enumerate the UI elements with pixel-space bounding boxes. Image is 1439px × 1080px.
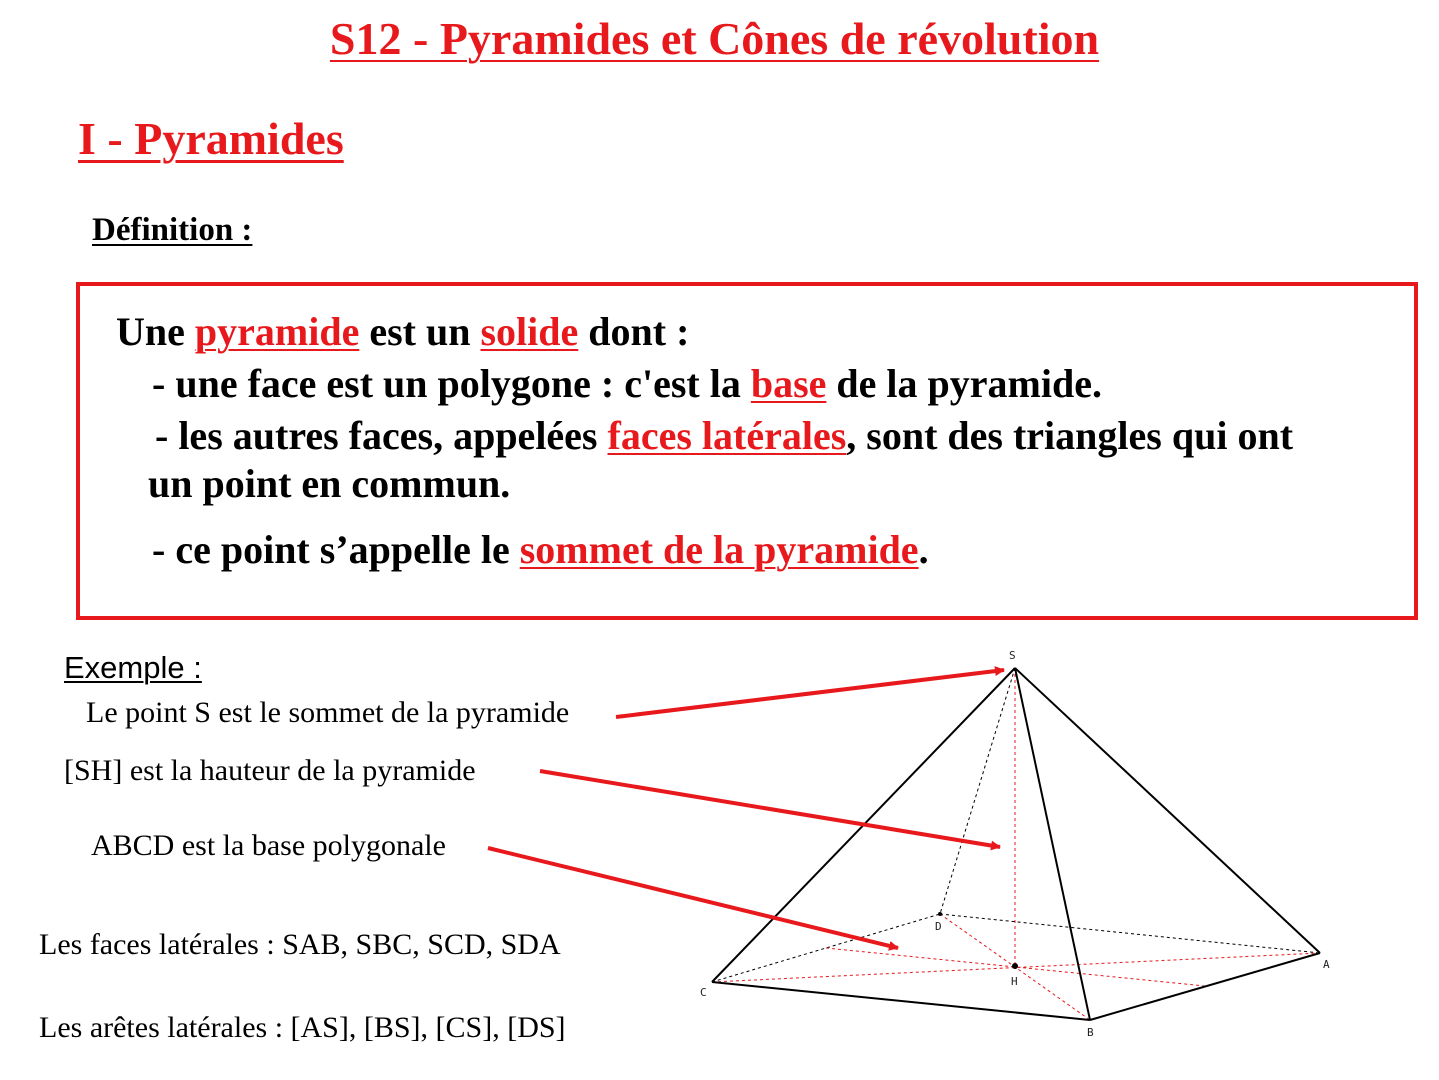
example-item-hauteur: [SH] est la hauteur de la pyramide xyxy=(64,754,476,787)
section-title: I - Pyramides xyxy=(78,113,344,164)
point-h-dot xyxy=(1012,963,1018,969)
term-solide: solide xyxy=(480,309,579,354)
example-item-sommet: Le point S est le sommet de la pyramide xyxy=(86,696,570,729)
term-sommet: sommet de la pyramide xyxy=(519,527,919,572)
arrow-sommet xyxy=(616,670,1004,717)
definition-line-3-continued: un point en commun. xyxy=(148,461,511,506)
definition-line-3: - les autres faces, appelées faces latérales, sont des triangles qui ont xyxy=(155,413,1294,458)
definition-line-1: Une pyramide est un solide dont : xyxy=(116,309,690,354)
definition-label: Définition : xyxy=(92,212,253,248)
point-c-label: C xyxy=(700,986,707,999)
point-d-dot xyxy=(938,912,942,916)
term-pyramide: pyramide xyxy=(194,309,360,354)
hidden-edges xyxy=(712,668,1320,982)
arrow-hauteur xyxy=(540,771,1000,847)
point-b-label: B xyxy=(1087,1026,1094,1039)
point-h-label: H xyxy=(1011,975,1018,988)
point-d-label: D xyxy=(935,920,942,933)
example-label: Exemple : xyxy=(64,650,202,685)
definition-line-2: - une face est un polygone : c'est la base de la pyramide. xyxy=(152,361,1102,406)
arrow-base xyxy=(488,848,898,948)
term-base: base xyxy=(750,361,827,406)
definition-line-4: - ce point s’appelle le sommet de la pyramide. xyxy=(152,527,929,572)
pointer-arrows xyxy=(488,670,1004,948)
page-title: S12 - Pyramides et Cônes de révolution xyxy=(329,13,1100,64)
example-item-aretes: Les arêtes latérales : [AS], [BS], [CS], [DS] xyxy=(39,1011,566,1044)
point-a-label: A xyxy=(1323,958,1330,971)
term-faces-laterales: faces latérales xyxy=(607,413,847,458)
example-item-base: ABCD est la base polygonale xyxy=(91,829,446,862)
example-item-faces: Les faces latérales : SAB, SBC, SCD, SDA xyxy=(39,928,561,961)
point-s-label: S xyxy=(1009,649,1016,662)
